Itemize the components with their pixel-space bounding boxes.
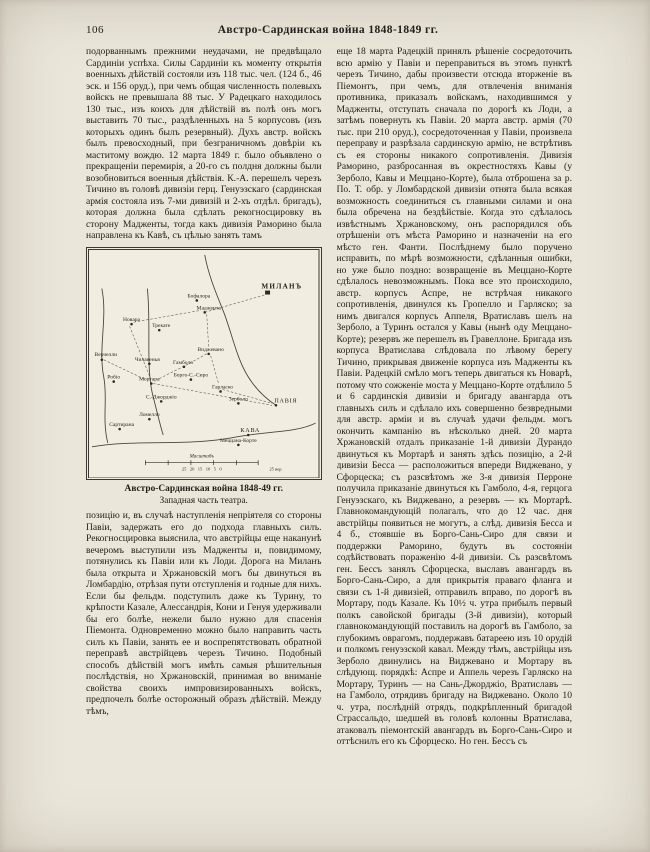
right-column (337, 46, 573, 844)
town-label: МИЛАНЪ (261, 282, 303, 291)
page-title: Австро-Сардинская война 1848-1849 гг. (217, 24, 439, 36)
map-caption-title: Австро-Сардинская война 1848-49 гг. (124, 484, 283, 495)
page-header (86, 24, 570, 40)
town-label: Бофалора (187, 292, 211, 299)
town-label: Трекате (152, 322, 171, 329)
town-label: Гарласко (212, 383, 234, 390)
town-label: Мортара (139, 376, 160, 383)
town-label: Виджевано (197, 346, 224, 353)
town-label: Гамболо (172, 359, 194, 366)
town-label: Ломелло (139, 411, 160, 418)
town-label: ПАВІЯ (274, 397, 298, 404)
map-figure (86, 247, 322, 507)
map-caption (86, 484, 322, 506)
town-label: Меццана-Корте (220, 437, 257, 444)
text-columns (86, 46, 572, 844)
town-label: Новара (123, 316, 141, 323)
left-column (86, 46, 322, 844)
page-number: 106 (86, 24, 104, 36)
town-label: С.-Джорджіо (145, 393, 177, 400)
scale-ticks: 25 20 15 10 5 0 (181, 466, 222, 472)
paragraph-left-top: подорваннымъ прежними неудачами, не предвѣщало Сардиніи успѣха. Силы Сардиніи къ моменту открытія военныхъ дѣйствій состояли изъ 118 тыс. чел. (124 б., 46 эск. и 156 оруд.), при чемъ общая численность полевыхъ войскъ не превышала 88 тыс. У Радецкаго находилось 130 тыс., изъ коихъ для дѣйствій въ полѣ онъ могъ выставить 70 тыс., раздѣленныхъ на 5 корпусовъ (изъ которыхъ одинъ былъ резервный). Духъ австр. войскъ былъ превосходный, при безграничномъ довѣріи къ маститому вождю. 12 марта 1849 г. было объявлено о прекращеніи перемирія, а 20-го съ полдня должны были возобновиться военныя дѣйствія. К.-А. перешелъ черезъ Тичино въ головѣ дивизіи герц. Генуэзскаго (сардинская армія состояла изъ 7-ми дивизій и 2-хъ отдѣл. бригадъ), которая должна была сдѣлать рекогносцировку въ сторону Мадженты, тогда какъ дивизія Раморино была направлена къ Кавѣ, съ цѣлью занять тамъ (86, 46, 322, 241)
town-label: Чилавенья (134, 356, 160, 363)
map-frame (86, 247, 322, 481)
map-svg (88, 249, 320, 479)
scale-unit: 25 вер. (269, 466, 283, 472)
town-label: Робіо (107, 374, 121, 381)
map-caption-subtitle: Западная часть театра. (159, 495, 248, 506)
town-label: Верчелли (94, 351, 118, 358)
scale-label: Масштабъ (189, 453, 214, 460)
town-label: Зерболо (228, 395, 248, 402)
town-label: Борго-С.-Сиро (173, 372, 209, 379)
town-label: Сартирана (109, 421, 135, 428)
town-label: КАВА (240, 427, 261, 434)
paragraph-left-bottom: позицію и, въ случаѣ наступленія непріятеля со стороны Павіи, задержать его до подхода главныхъ силъ. Рекогносцировка выяснила, что австрійцы еще наканунѣ вечеромъ выступили изъ Мадженты и, повидимому, потянулись къ Павіи или къ Лоди. Дорога на Миланъ была открыта и Хржановскій могъ бы двинуться въ Ломбардію, отрѣзая пути отступленія и годные для нихъ. Если бы фельдм. подступилъ даже къ Турину, то крѣпости Казале, Алессандрія, Кони и Генуя удерживали бы его болѣе, нежели было нужно для спасенія Піемонта. Одновременно можно было направить часть силъ къ Павіи, занять ее и воспрепятствовать обратной переправѣ австрійцевъ черезъ Тичино. Подобный способъ дѣйствій могъ имѣть самыя рѣшительныя послѣдствія, но Хржановскій, принимая во вниманіе свойства своихъ импровизированныхъ войскъ, предпочелъ болѣе осторожный образъ дѣйствій. Между тѣмъ, (86, 510, 322, 717)
city-marker-milan (265, 290, 270, 294)
paragraph-right: еще 18 марта Радецкій принялъ рѣшеніе сосредоточить всю армію у Павіи и переправиться въ этомъ пунктѣ черезъ Тичино, дабы произвести отсюда вторженіе въ Піемонтъ, при чемъ, для отвлеченія вниманія противника, приказалъ войскамъ, находившимся у Мадженты, отступать сначала по дорогѣ къ Лоди, а затѣмъ повернуть къ Павіи. 20 марта австр. армія (70 тыс. при 210 оруд.), сосредоточенная у Павіи, произвела переправу и разрѣзала сардинскую армію, не встрѣтивъ съ ея стороны никакого сопротивленія. Дивизія Раморино, разбросанная въ окрестностяхъ Кавы (у Зерболо, Кавы и Меццано-Корте), была отброшена за р. По. Т. обр. у Ломбардской дивизіи отнята была всякая возможность соединиться съ главными силами и она была обречена на бездѣйствіе. Когда это сдѣлалось извѣстнымъ Хржановскому, онъ распорядился объ отрѣшеніи отъ мѣста Раморино и назначеніи на его мѣсто ген. Фанти. Послѣднему было поручено исправить, по мѣрѣ возможности, сдѣланныя ошибки, но уже было поздно: возвращеніе въ Меццано-Корте сдѣлалось невозможнымъ. Пока все это происходило, австр. корпусъ Аспре, не встрѣчая никакого сопротивленія, двинулся къ Гропелло и Гарляско; за нимъ двигался корпусъ Аппеля, Вратиславъ шелъ на Зерболо, а Туринъ остался у Кавы (нынѣ оду Меццано-Корте); резервъ же перешелъ въ Гравеллоне. Бригада изъ корпуса Вратислава слѣдовала по лѣвому берегу Тичино, прикрывая движеніе корпуса изъ Мадженты къ Павіи. Радецкій смѣло могъ теперь двигаться къ Новарѣ, потому что сожженіе моста у Меццано-Корте отдѣлило 5 и 6 сардинскія дивизіи и бригаду авангарда отъ главныхъ силъ и сдѣлало ихъ совершенно безвредными для австр. арміи и въ случаѣ удачи фельдм. могъ окончить кампанію въ нѣсколько дней. 20 марта Хржановскій отдалъ приказаніе 1-й дивизіи Дурандо двинуться къ Мортарѣ и занять здѣсь позицію, а 2-й дивизіи Бесса — расположиться впереди Виджевано, у Сфорцеска; съ разсвѣтомъ же 3-я дивизія Перроне получила приказаніе двинуться къ Гамболо, 4-я, герцога Генуэзскаго, къ Виджевано, а резервъ — къ Мортарѣ. Главнокомандующій полагалъ, что до 12 час. дня австрійцы появиться не могутъ, а слѣд. дивизія Бесса и 4 б., стоявшіе въ Борго-Сань-Сиро для связи и поддержки Раморино, будутъ въ состояніи содѣйствовать пораженію 4-й дивизіи. Съ разсвѣтомъ ген. Бессъ занялъ Сфорцеска, выславъ авангардъ въ Борго-Сань-Сиро, а для прикрытія праваго фланга и связи съ 1-й дивизіей, отправилъ вправо, по дорогѣ въ Мортару, подъ Казале. Къ 10½ ч. утра прибылъ первый полкъ савойской бригады (3-й дивизіи), который главнокомандующій поставилъ на дорогѣ въ Гамболо, за глубокимъ оврагомъ, поддержавъ батареею изъ 10 орудій и полкомъ генуэзской кавал. Между тѣмъ, австрійцы изъ Зерболо двинулись на Виджевано и Мортару въ слѣдующ. порядкѣ: Аспре и Аппель черезъ Гарляско на Мортару, Туринъ — на Сань-Джорджіо, Вратиславъ — на Гамболо, отрядивъ бригаду на Виджевано. Около 10 ч. утра, послѣдній отрядъ, подкрѣпленный бригадой Страссальдо, шедшей въ головѣ колонны Вратислава, атаковалъ піемонтскій авангардъ въ Борго-Сань-Сиро и оттѣснилъ его къ Сфорцеско. Но ген. Бессъ съ (336, 46, 572, 747)
town-label: Маджента (196, 304, 221, 311)
